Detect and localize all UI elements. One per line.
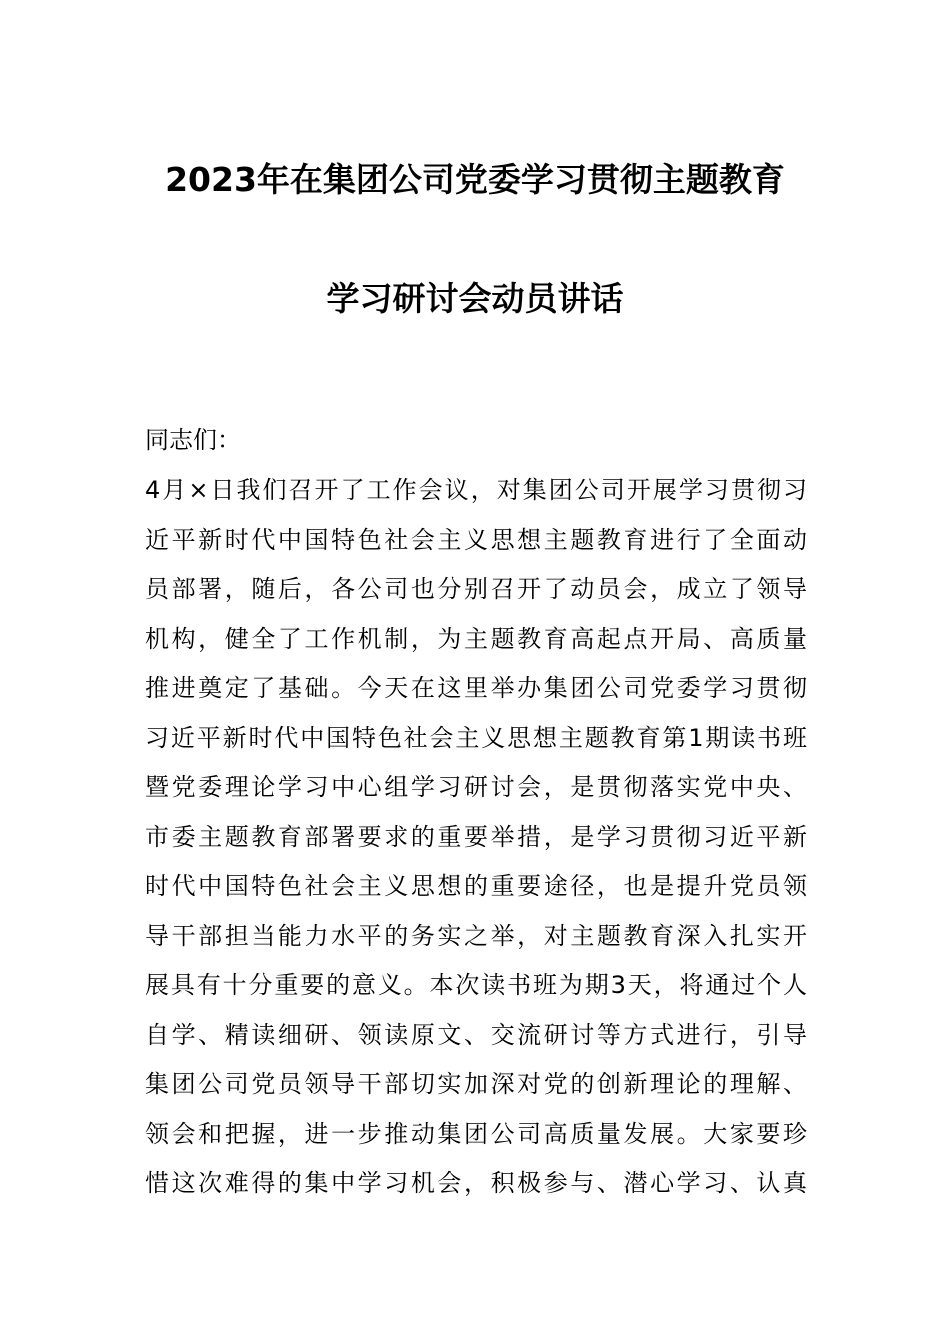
- body-line: 自学、精读细研、领读原文、交流研讨等方式进行，引导: [145, 1021, 807, 1049]
- body-line: 近平新时代中国特色社会主义思想主题教育进行了全面动: [145, 526, 807, 554]
- body-line: 惜这次难得的集中学习机会，积极参与、潜心学习、认真: [145, 1169, 807, 1197]
- body-line: 领会和把握，进一步推动集团公司高质量发展。大家要珍: [145, 1120, 807, 1148]
- body-line: 员部署，随后，各公司也分别召开了动员会，成立了领导: [145, 575, 807, 603]
- body-line: 时代中国特色社会主义思想的重要途径，也是提升党员领: [145, 872, 807, 900]
- salutation: 同志们：: [145, 426, 241, 454]
- body-line: 习近平新时代中国特色社会主义思想主题教育第1期读书班: [145, 724, 807, 752]
- document-title-line-2: 学习研讨会动员讲话: [326, 279, 624, 318]
- body-line: 导干部担当能力水平的务实之举，对主题教育深入扎实开: [145, 922, 807, 950]
- body-line: 市委主题教育部署要求的重要举措，是学习贯彻习近平新: [145, 823, 807, 851]
- body-line: 展具有十分重要的意义。本次读书班为期3天，将通过个人: [145, 971, 807, 999]
- document-title-line-1: 2023年在集团公司党委学习贯彻主题教育: [165, 160, 785, 199]
- body-line: 推进奠定了基础。今天在这里举办集团公司党委学习贯彻: [145, 674, 807, 702]
- body-line: 机构，健全了工作机制，为主题教育高起点开局、高质量: [145, 625, 807, 653]
- body-line: 暨党委理论学习中心组学习研讨会，是贯彻落实党中央、: [145, 773, 807, 801]
- body-line: 集团公司党员领导干部切实加深对党的创新理论的理解、: [145, 1070, 807, 1098]
- body-line: 4月×日我们召开了工作会议，对集团公司开展学习贯彻习: [145, 476, 807, 504]
